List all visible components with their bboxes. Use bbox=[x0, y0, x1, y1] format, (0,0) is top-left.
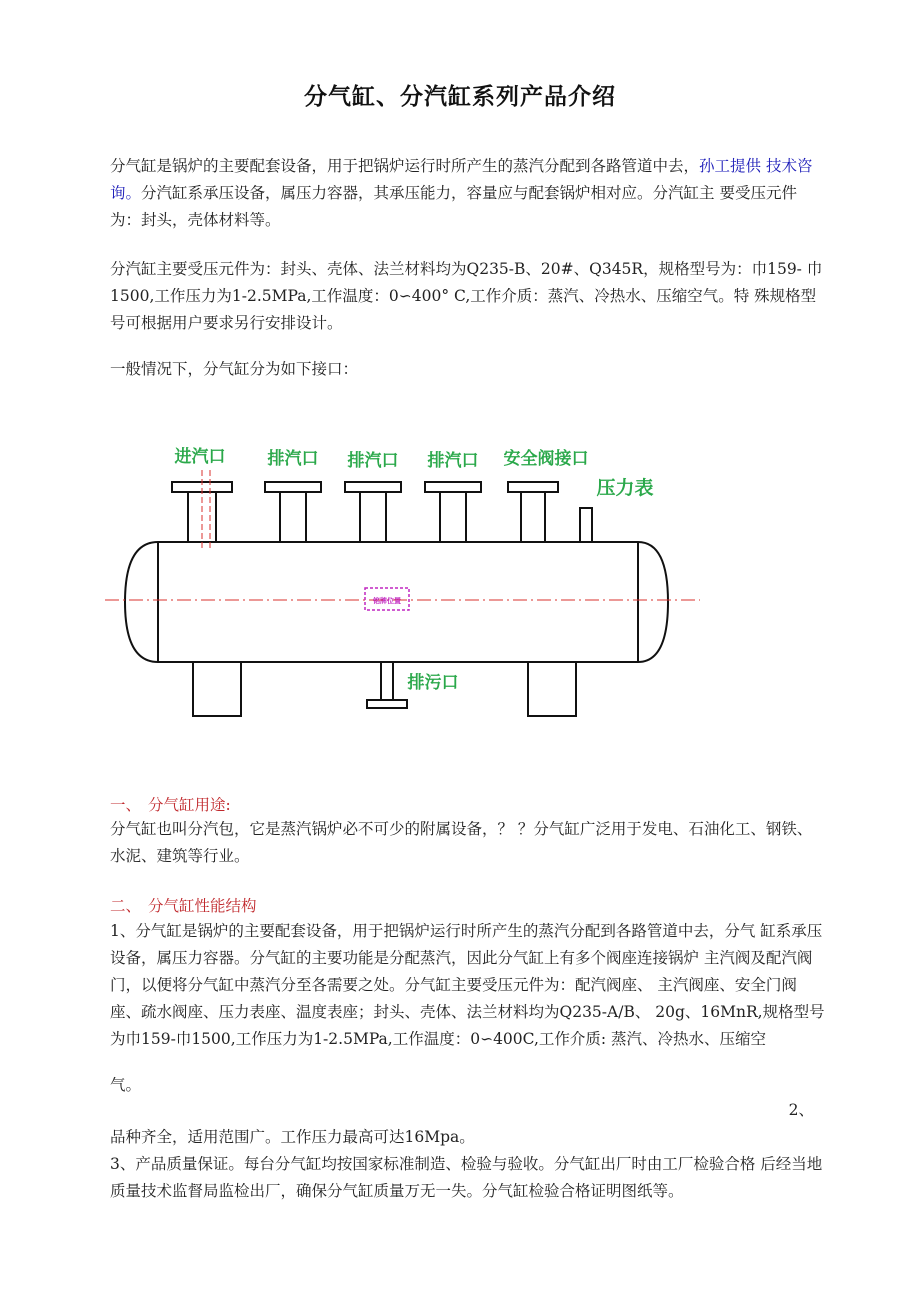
page-title: 分气缸、分汽缸系列产品介绍 bbox=[304, 83, 616, 110]
label-safety-valve: 安全阀接口 bbox=[503, 449, 589, 469]
spec-paragraph: 分汽缸主要受压元件为：封头、壳体、法兰材料均为Q235-B、20#、Q345R，规格型号为：巾159- 巾1500,工作压力为1-2.5MPa,工作温度：0∽400° C,工作介质：蒸汽、冷热水、压缩空气。特 殊规格型号可根据用户要求另行安排设计。 bbox=[110, 260, 823, 332]
label-pressure-gauge: 压力表 bbox=[596, 477, 654, 499]
section-2-number: 二、 bbox=[110, 897, 142, 915]
intro-paragraph bbox=[110, 153, 826, 234]
section-2-heading bbox=[110, 894, 257, 916]
gas-cylinder-diagram bbox=[100, 430, 820, 730]
label-drain: 排污口 bbox=[407, 673, 459, 693]
nameplate-label: 铭牌位置 bbox=[373, 597, 401, 605]
section-1-number: 一、 bbox=[110, 796, 142, 814]
section-1-text: 分气缸也叫分汽包，它是蒸汽锅炉必不可少的附属设备，？ ？分气缸广泛用于发电、石油化工、钢铁、水泥、建筑等行业。 bbox=[110, 820, 813, 865]
section-1-heading bbox=[110, 793, 231, 815]
intro-text-1: 分气缸是锅炉的主要配套设备，用于把锅炉运行时所产生的蒸汽分配到各路管道中去， bbox=[110, 157, 700, 175]
section-2-item-1-tail: 气。 bbox=[110, 1076, 142, 1094]
label-outlet-1: 排汽口 bbox=[267, 449, 319, 469]
label-outlet-2: 排汽口 bbox=[347, 451, 399, 471]
section-1-title: 分气缸用途: bbox=[148, 796, 231, 814]
consult-link[interactable]: 孙工提供 技术咨询。 bbox=[110, 157, 813, 202]
intro-text-2: 分汽缸系承压设备，属压力容器，其承压能力，容量应与配套锅炉相对应。分汽缸主 要受压元件为：封头，壳体材料等。 bbox=[110, 184, 797, 229]
section-2-item-3: 3、产品质量保证。每台分气缸均按国家标准制造、检验与验收。分气缸出厂时由工厂检验合格 后经当地质量技术监督局监检出厂，确保分气缸质量万无一失。分气缸检验合格证明图纸等。 bbox=[110, 1155, 823, 1200]
section-2-title: 分气缸性能结构 bbox=[148, 897, 257, 915]
interface-intro: 一般情况下，分气缸分为如下接口： bbox=[110, 360, 359, 378]
section-2-item-2: 品种齐全，适用范围广。工作压力最高可达16Mpa。 bbox=[110, 1128, 475, 1146]
section-2-item-2-number: 2、 bbox=[788, 1101, 814, 1119]
section-2-item-1: 1、分气缸是锅炉的主要配套设备，用于把锅炉运行时所产生的蒸汽分配到各路管道中去，分气 缸系承压设备，属压力容器。分气缸的主要功能是分配蒸汽，因此分气缸上有多个阀座连接锅炉 主汽阀及配汽阀门，以便将分气缸中蒸汽分至各需要之处。分气缸主要受压元件为：配汽阀座、 主汽阀座、安全门阀座、疏水阀座、压力表座、温度表座；封头、壳体、法兰材料均为Q235-A/B、 20g、16MnR,规格型号为巾159-巾1500,工作压力为1-2.5MPa,工作温度：0∽400C,工作介质: 蒸汽、冷热水、压缩空 bbox=[110, 922, 825, 1048]
label-outlet-3: 排汽口 bbox=[427, 451, 479, 471]
label-inlet: 进汽口 bbox=[174, 447, 226, 467]
